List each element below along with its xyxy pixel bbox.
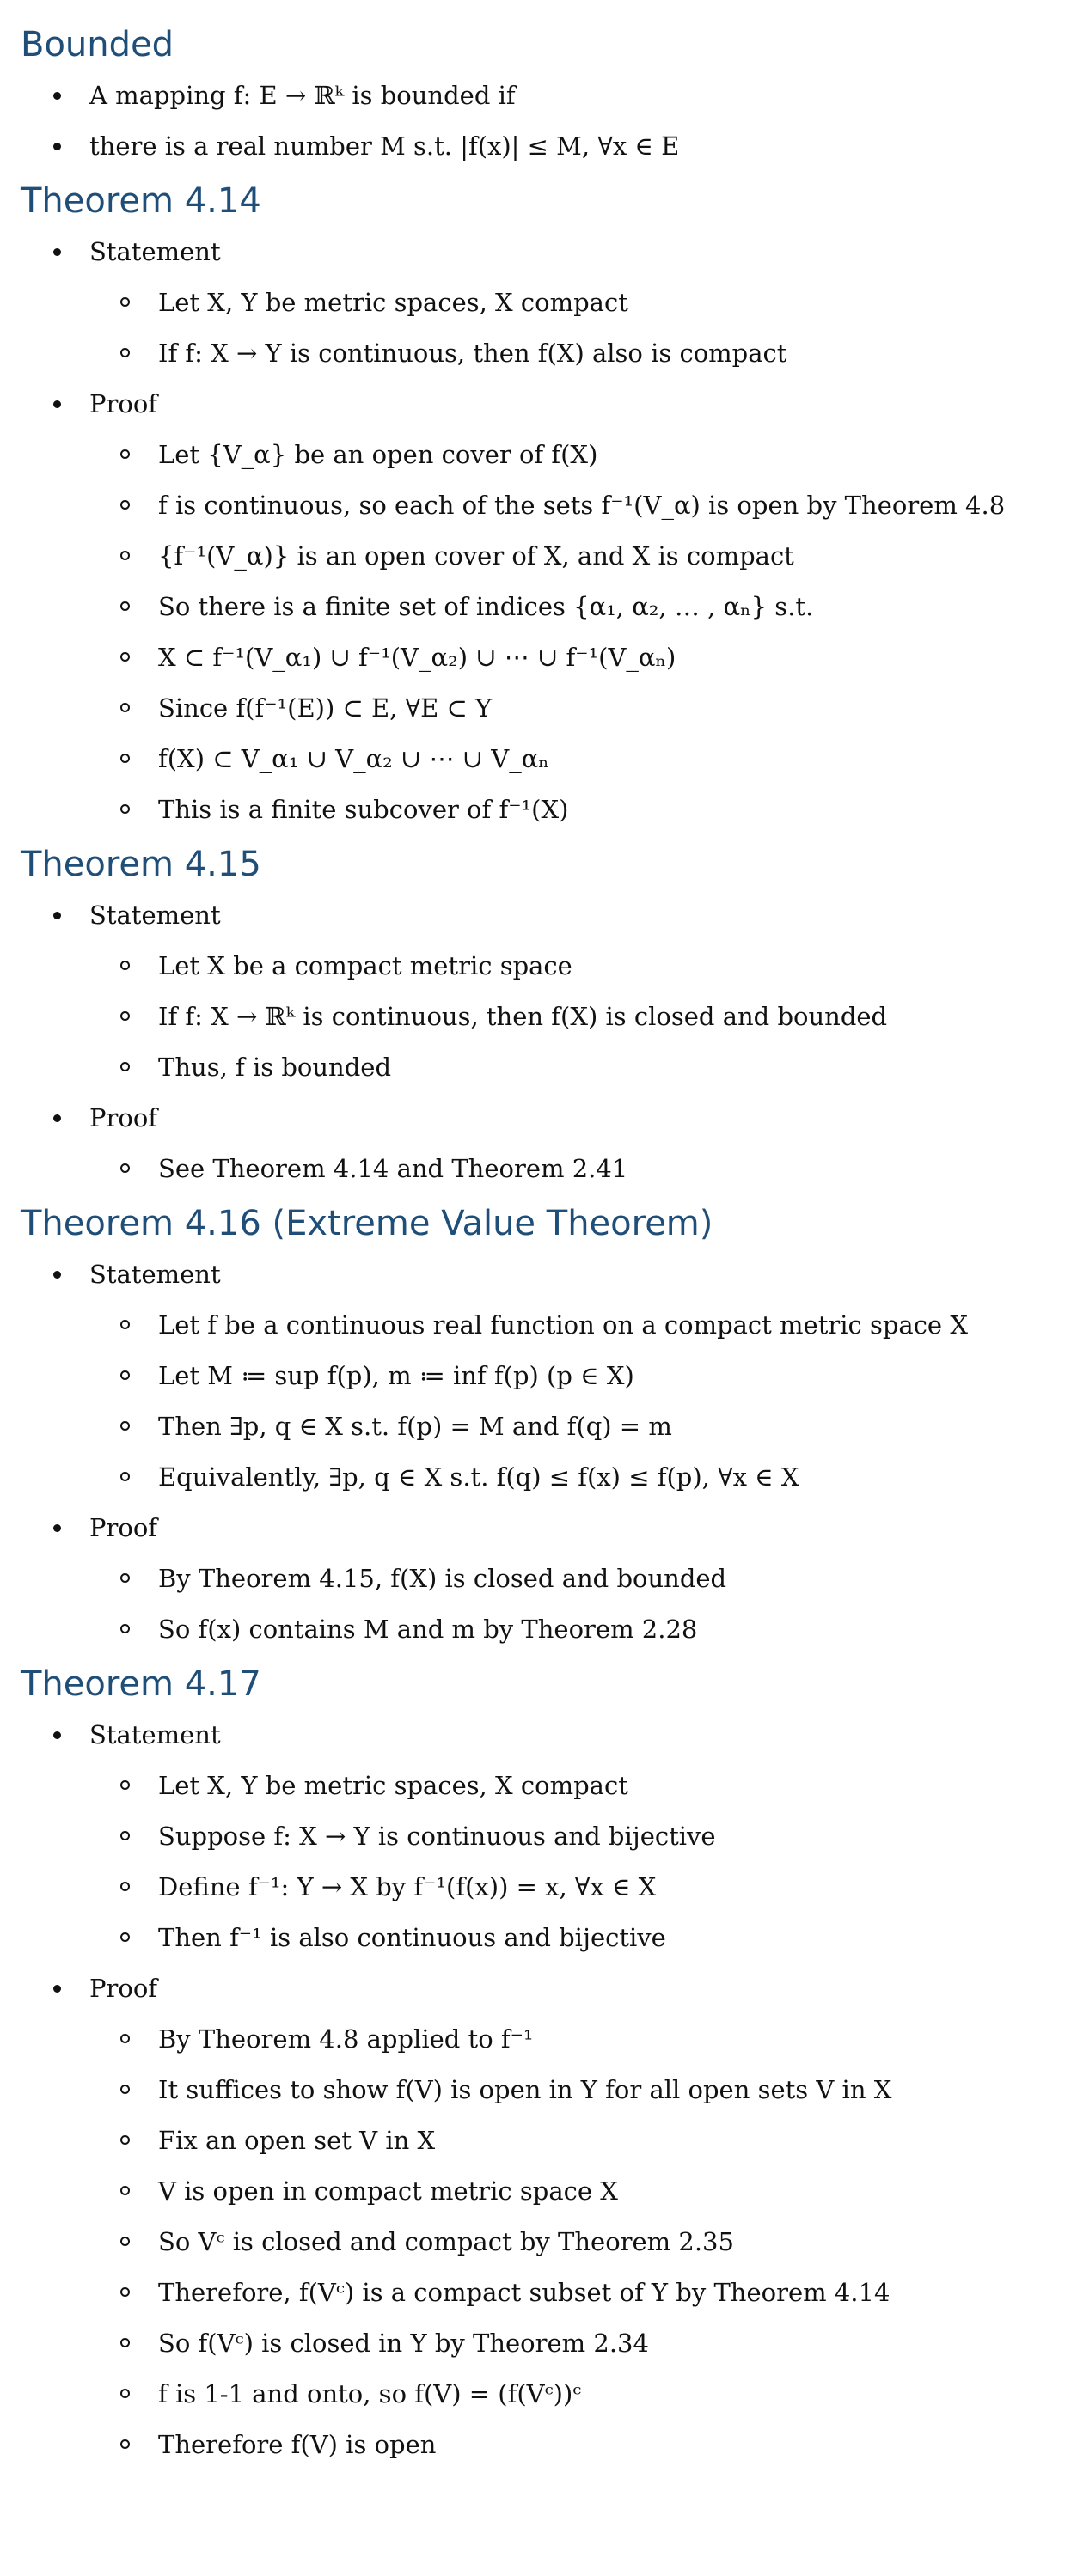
sub-list-item-text: Define f⁻¹: Y → X by f⁻¹(f(x)) = x, ∀x ∈ X — [158, 1872, 657, 1901]
sub-list-item-text: Let {V_α} be an open cover of f(X) — [158, 440, 598, 469]
sub-list-item-text: Fix an open set V in X — [158, 2126, 436, 2155]
sub-list-item-text: f is 1-1 and onto, so f(V) = (f(Vᶜ))ᶜ — [158, 2379, 582, 2408]
list-item-text: there is a real number M s.t. |f(x)| ≤ M, ∀x ∈ E — [89, 131, 680, 161]
sub-list-item-text: Equivalently, ∃p, q ∈ X s.t. f(q) ≤ f(x) ≤ f(p), ∀x ∈ X — [158, 1462, 799, 1492]
circle-bullet-icon — [120, 500, 130, 510]
bullet-icon — [53, 400, 61, 408]
sub-list-item — [21, 1913, 1071, 1963]
sub-list-item-text: So f(x) contains M and m by Theorem 2.28 — [158, 1615, 698, 1644]
sub-list-item — [21, 480, 1071, 531]
bullet-icon — [53, 248, 61, 256]
bullet-icon — [53, 912, 61, 919]
sub-list-item-text: This is a finite subcover of f⁻¹(X) — [158, 795, 569, 824]
sub-list-item-text: {f⁻¹(V_α)} is an open cover of X, and X is compact — [158, 541, 794, 571]
circle-bullet-icon — [120, 2389, 130, 2398]
circle-bullet-icon — [120, 804, 130, 814]
sub-list-item-text: If f: X → ℝᵏ is continuous, then f(X) is closed and bounded — [158, 1002, 888, 1031]
list-item — [21, 1503, 1071, 1554]
sub-list-item — [21, 2014, 1071, 2065]
sub-list-item-text: Let X be a compact metric space — [158, 951, 572, 980]
circle-bullet-icon — [120, 1624, 130, 1633]
sub-list-item-text: So Vᶜ is closed and compact by Theorem 2.35 — [158, 2227, 734, 2256]
sub-list-item — [21, 1351, 1071, 1401]
list-item-text: A mapping f: E → ℝᵏ is bounded if — [89, 81, 516, 110]
circle-bullet-icon — [120, 703, 130, 712]
circle-bullet-icon — [120, 2338, 130, 2347]
sub-list-item — [21, 328, 1071, 379]
section-list — [21, 70, 1071, 172]
bullet-icon — [53, 143, 61, 150]
list-item — [21, 1093, 1071, 1144]
section-heading-theorem-4-14: Theorem 4.14 — [21, 181, 261, 221]
list-item-text: Proof — [89, 1103, 158, 1132]
sub-list-item — [21, 2166, 1071, 2217]
bullet-icon — [53, 1985, 61, 1993]
sub-list-item-text: By Theorem 4.8 applied to f⁻¹ — [158, 2024, 534, 2054]
sub-list-item-text: Thus, f is bounded — [158, 1053, 392, 1082]
sub-list-item-text: See Theorem 4.14 and Theorem 2.41 — [158, 1154, 628, 1183]
circle-bullet-icon — [120, 1163, 130, 1173]
circle-bullet-icon — [120, 2186, 130, 2195]
sub-list-item — [21, 430, 1071, 480]
circle-bullet-icon — [120, 2135, 130, 2145]
sub-list-item-text: Then f⁻¹ is also continuous and bijective — [158, 1923, 666, 1952]
list-item — [21, 379, 1071, 430]
sub-list-item — [21, 1042, 1071, 1093]
bullet-icon — [53, 92, 61, 100]
list-item-text: Proof — [89, 389, 158, 418]
sub-list-item — [21, 1811, 1071, 1862]
sub-list-item-text: Since f(f⁻¹(E)) ⊂ E, ∀E ⊂ Y — [158, 693, 493, 723]
circle-bullet-icon — [120, 961, 130, 970]
list-item-text: Statement — [89, 900, 221, 930]
sub-list-item — [21, 2268, 1071, 2318]
list-item-text: Statement — [89, 237, 221, 266]
list-item — [21, 227, 1071, 278]
sub-list-item — [21, 941, 1071, 992]
circle-bullet-icon — [120, 1573, 130, 1583]
circle-bullet-icon — [120, 2439, 130, 2449]
sub-list-item — [21, 2065, 1071, 2115]
list-item-text: Statement — [89, 1260, 221, 1289]
sub-list-item-text: Therefore f(V) is open — [158, 2430, 437, 2459]
section-list — [21, 227, 1071, 835]
sub-list-item-text: By Theorem 4.15, f(X) is closed and bounded — [158, 1564, 727, 1593]
sub-list-item-text: Therefore, f(Vᶜ) is a compact subset of Y by Theorem 4.14 — [158, 2278, 890, 2307]
sub-list-item-text: V is open in compact metric space X — [158, 2176, 618, 2206]
sub-list-item-text: If f: X → Y is continuous, then f(X) also is compact — [158, 339, 787, 368]
sub-list-item-text: Let X, Y be metric spaces, X compact — [158, 288, 628, 317]
circle-bullet-icon — [120, 1780, 130, 1790]
circle-bullet-icon — [120, 1062, 130, 1071]
bullet-icon — [53, 1524, 61, 1532]
circle-bullet-icon — [120, 601, 130, 611]
circle-bullet-icon — [120, 652, 130, 662]
sub-list-item — [21, 2369, 1071, 2420]
sub-list-item — [21, 2217, 1071, 2268]
list-item-text: Proof — [89, 1513, 158, 1542]
list-item-text: Statement — [89, 1720, 221, 1749]
circle-bullet-icon — [120, 348, 130, 357]
circle-bullet-icon — [120, 1370, 130, 1380]
circle-bullet-icon — [120, 1472, 130, 1481]
sub-list-item — [21, 582, 1071, 632]
bullet-icon — [53, 1114, 61, 1122]
sub-list-item — [21, 1554, 1071, 1604]
section-heading-theorem-4-16-extreme-value-theorem: Theorem 4.16 (Extreme Value Theorem) — [21, 1204, 713, 1243]
sub-list-item-text: Then ∃p, q ∈ X s.t. f(p) = M and f(q) = m — [158, 1412, 672, 1441]
circle-bullet-icon — [120, 551, 130, 560]
sub-list-item-text: So f(Vᶜ) is closed in Y by Theorem 2.34 — [158, 2329, 649, 2358]
sub-list-item — [21, 1761, 1071, 1811]
circle-bullet-icon — [120, 2287, 130, 2297]
sub-list-item — [21, 1401, 1071, 1452]
section-list — [21, 1710, 1071, 2470]
circle-bullet-icon — [120, 449, 130, 459]
bullet-icon — [53, 1731, 61, 1739]
sub-list-item — [21, 734, 1071, 784]
sub-list-item-text: Suppose f: X → Y is continuous and bijective — [158, 1822, 716, 1851]
circle-bullet-icon — [120, 1421, 130, 1431]
section-heading-theorem-4-15: Theorem 4.15 — [21, 845, 261, 884]
list-item — [21, 1249, 1071, 1300]
sub-list-item-text: It suffices to show f(V) is open in Y for all open sets V in X — [158, 2075, 892, 2104]
list-item — [21, 890, 1071, 941]
sub-list-item — [21, 1452, 1071, 1503]
list-item — [21, 1710, 1071, 1761]
sub-list-item — [21, 1144, 1071, 1194]
sub-list-item-text: Let f be a continuous real function on a compact metric space X — [158, 1310, 968, 1340]
sub-list-item-text: f(X) ⊂ V_α₁ ∪ V_α₂ ∪ ⋯ ∪ V_αₙ — [158, 744, 549, 773]
section-heading-bounded: Bounded — [21, 25, 174, 64]
sub-list-item — [21, 2115, 1071, 2166]
sub-list-item — [21, 1604, 1071, 1655]
circle-bullet-icon — [120, 2237, 130, 2246]
sub-list-item-text: Let M ≔ sup f(p), m ≔ inf f(p) (p ∈ X) — [158, 1361, 634, 1390]
circle-bullet-icon — [120, 1882, 130, 1891]
bullet-icon — [53, 1271, 61, 1279]
sub-list-item — [21, 278, 1071, 328]
sub-list-item — [21, 683, 1071, 734]
circle-bullet-icon — [120, 1011, 130, 1021]
circle-bullet-icon — [120, 1831, 130, 1840]
sub-list-item — [21, 992, 1071, 1042]
sub-list-item — [21, 632, 1071, 683]
section-list — [21, 890, 1071, 1194]
section-heading-theorem-4-17: Theorem 4.17 — [21, 1664, 261, 1704]
sub-list-item-text: f is continuous, so each of the sets f⁻¹(V_α) is open by Theorem 4.8 — [158, 491, 1006, 520]
circle-bullet-icon — [120, 1932, 130, 1942]
sub-list-item-text: X ⊂ f⁻¹(V_α₁) ∪ f⁻¹(V_α₂) ∪ ⋯ ∪ f⁻¹(V_αₙ) — [158, 643, 676, 672]
sub-list-item — [21, 1862, 1071, 1913]
sub-list-item-text: So there is a finite set of indices {α₁, α₂, … , αₙ} s.t. — [158, 592, 814, 621]
sub-list-item-text: Let X, Y be metric spaces, X compact — [158, 1771, 628, 1800]
sub-list-item — [21, 531, 1071, 582]
circle-bullet-icon — [120, 297, 130, 307]
sub-list-item — [21, 2318, 1071, 2369]
circle-bullet-icon — [120, 2034, 130, 2043]
list-item — [21, 1963, 1071, 2014]
list-item — [21, 121, 1071, 172]
sub-list-item — [21, 784, 1071, 835]
circle-bullet-icon — [120, 2085, 130, 2094]
list-item-text: Proof — [89, 1974, 158, 2003]
sub-list-item — [21, 2420, 1071, 2470]
circle-bullet-icon — [120, 754, 130, 763]
list-item — [21, 70, 1071, 121]
section-list — [21, 1249, 1071, 1655]
sub-list-item — [21, 1300, 1071, 1351]
circle-bullet-icon — [120, 1320, 130, 1329]
